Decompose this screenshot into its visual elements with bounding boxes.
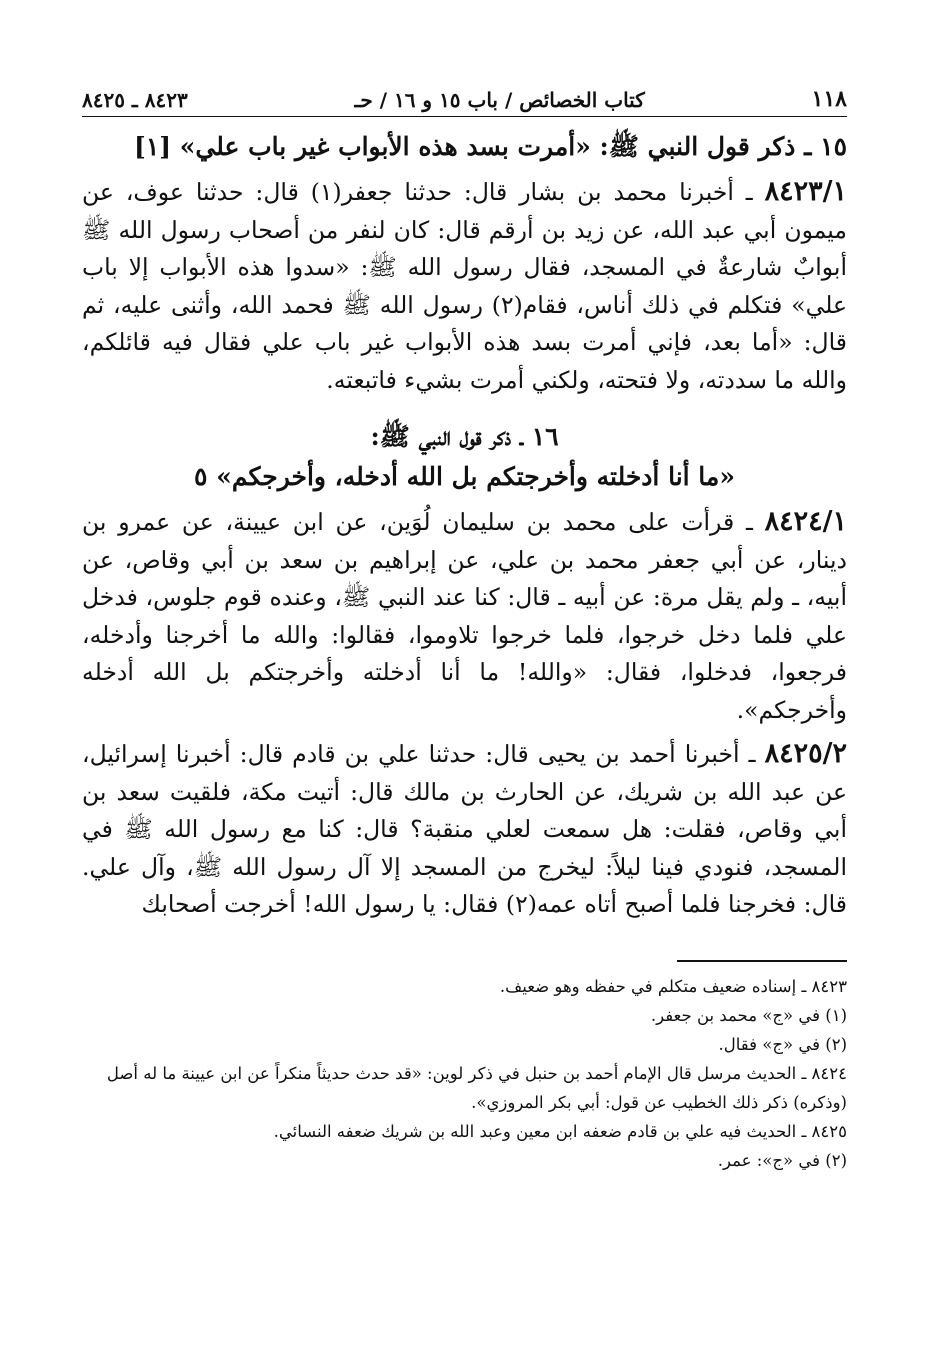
hadith-text: ـ قرأت على محمد بن سليمان لُوَين، عن ابن عيينة، عن عمرو بن دينار، عن أبي جعفر محمد بن علي، عن إبراهيم بن سعد بن أبي وقاص، عن أبيه، ـ ولم يقل مرة: عن أبيه ـ قال: كنا عند النبي ﷺ، وعنده قوم جلوس، فدخل علي فلما دخل خرجوا، فلما خرجوا تلاوموا، فقالوا: والله ما أخرجنا وأدخله، فرجعوا، فدخلوا، فقال: «والله! ما أنا أدخلته وأخرجتكم بل الله أدخله وأخرجكم». [82,508,847,724]
section-15-heading: ١٥ ـ ذكر قول النبي ﷺ: «أمرت بسد هذه الأبواب غير باب علي» [١] [133,132,847,161]
header-title: كتاب الخصائص / باب ١٥ و ١٦ / حـ [354,88,645,112]
hadith-text: ـ أخبرنا محمد بن بشار قال: حدثنا جعفر(١) قال: حدثنا عوف، عن ميمون أبي عبد الله، عن زيد بن أرقم قال: كان لنفر من أصحاب رسول الله ﷺ أبوابٌ شارعةٌ في المسجد، فقال رسول الله ﷺ: «سدوا هذه الأبواب إلا باب علي» فتكلم في ذلك أناس، فقام(٢) رسول الله ﷺ فحمد الله، وأثنى عليه، ثم قال: «أما بعد، فإني أمرت بسد هذه الأبواب غير باب علي فقال فيه قائلكم، والله ما سددته، ولا فتحته، ولكني أمرت بشيء فاتبعته. [82,178,848,394]
section-16-heading [82,417,847,497]
hadith-number: ٨٤٢٤/١ [764,506,847,537]
hadith-number: ٨٤٢٥/٢ [764,738,847,769]
footnotes [82,972,847,1175]
hadith-8425 [82,735,847,924]
page-number: ١١٨ [811,86,847,112]
section-16-heading-line1: ١٦ ـ ذكر قول النبي ﷺ: [370,422,559,451]
hadith-number: ٨٤٢٣/١ [764,176,847,207]
hadith-text: ـ أخبرنا أحمد بن يحيى قال: حدثنا علي بن قادم قال: أخبرنا إسرائيل، عن عبد الله بن شريك، عن الحارث بن مالك قال: أتيت مكة، فلقيت سعد بن أبي وقاص، فقلت: هل سمعت لعلي منقبة؟ قال: كنا مع رسول الله ﷺ في المسجد، فنودي فينا ليلاً: ليخرج من المسجد إلا آل رسول الله ﷺ، وآل علي. قال: فخرجنا فلما أصبح أتاه عمه(٢) فقال: يا رسول الله! أخرجت أصحابك [82,740,847,918]
hadith-8424 [82,503,847,729]
footnote: ٨٤٢٤ ـ الحديث مرسل قال الإمام أحمد بن حنبل في ذكر لوين: «قد حدث حديثاً منكراً عن ابن عيينة ما له أصل (وذكره) ذكر ذلك الخطيب عن قول: أبي بكر المروزي». [106,1063,847,1112]
footnote: ٨٤٢٥ ـ الحديث فيه علي بن قادم ضعفه ابن معين وعبد الله بن شريك ضعفه النسائي. [273,1121,847,1141]
footnote: (٢) في «ج» فقال. [718,1034,847,1054]
running-header [82,86,847,117]
footnote-divider [677,960,847,962]
section-16-heading-line2: «ما أنا أدخلته وأخرجتكم بل الله أدخله، وأخرجكم» ٥ [194,462,735,491]
footnote: (٢) في «ج»: عمر. [717,1150,847,1170]
footnote: (١) في «ج» محمد بن جعفر. [650,1005,847,1025]
footnote: ٨٤٢٣ ـ إسناده ضعيف متكلم في حفظه وهو ضعيف. [499,976,847,996]
header-hadith-range: ٨٤٢٣ ـ ٨٤٢٥ [82,88,188,112]
hadith-8423 [82,173,847,399]
